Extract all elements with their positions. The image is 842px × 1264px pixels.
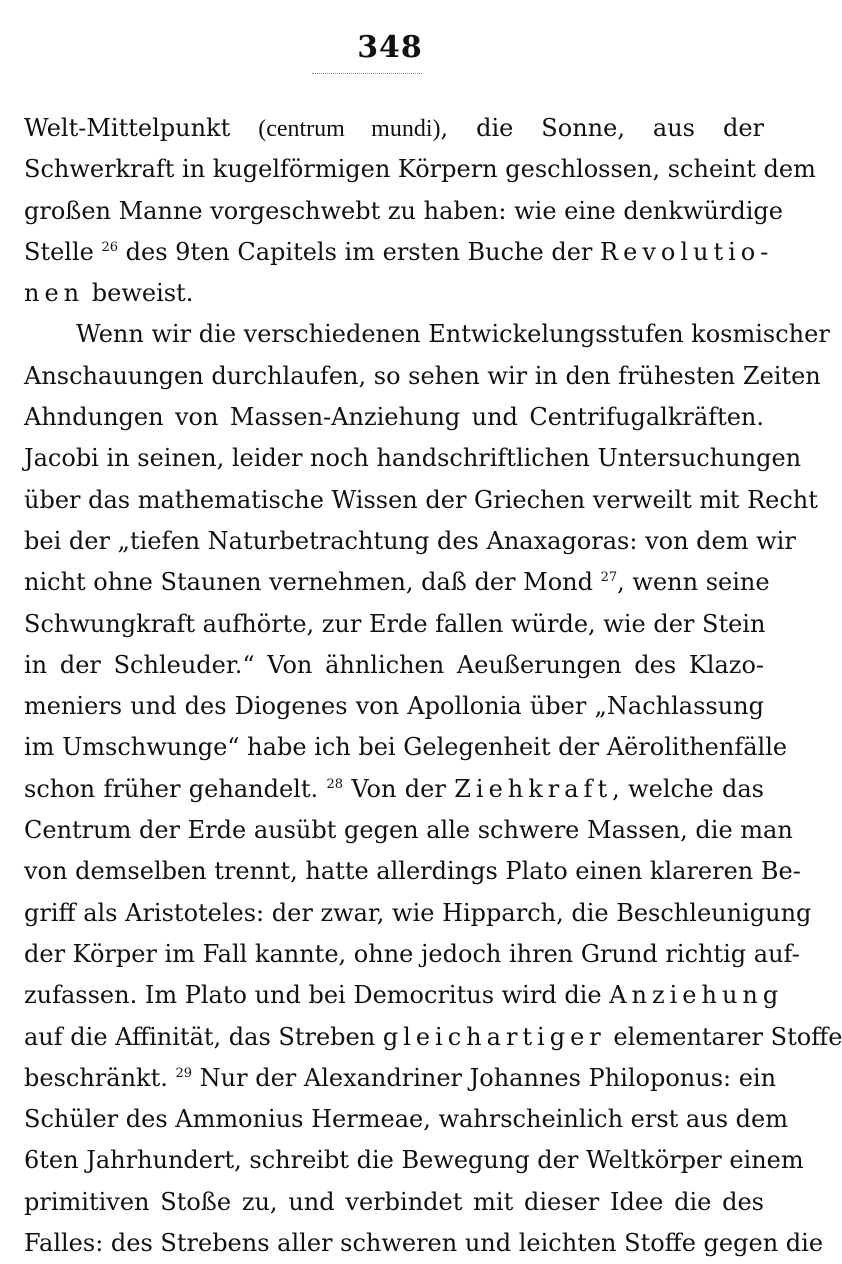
header-rule [312,73,422,74]
text-line: in der Schleuder.“ Von ähnlichen Aeußerungen des Klazo- [24,650,764,679]
footnote-ref: 29 [175,1065,193,1081]
footnote-ref: 27 [600,570,618,586]
text-line: Welt-Mittelpunkt (centrum mundi), die Sonne, aus der [24,114,764,142]
text-line: griff als Aristoteles: der zwar, wie Hipparch, die Beschleunigung [24,898,812,927]
text-line: Ahndungen von Massen-Anziehung und Centrifugalkräften. [24,403,764,432]
text-line: Wenn wir die verschiedenen Entwickelungsstufen kosmischer [76,320,830,349]
text-line: über das mathematische Wissen der Griechen verweilt mit Recht [24,485,818,514]
text-line: meniers und des Diogenes von Apollonia über „Nachlassung [24,692,764,721]
text-line: Schwerkraft in kugelförmigen Körpern geschlossen, scheint dem [24,155,816,184]
text-line: großen Manne vorgeschwebt zu haben: wie eine denkwürdige [24,196,783,225]
text-line: Anschauungen durchlaufen, so sehen wir in den frühesten Zeiten [24,361,821,390]
page-number: 348 [357,30,423,65]
footnote-ref: 28 [326,776,344,792]
text-line: Centrum der Erde ausübt gegen alle schwere Massen, die man [24,816,793,845]
text-line: Jacobi in seinen, leider noch handschriftlichen Untersuchungen [24,444,802,473]
footnote-ref: 26 [101,239,119,255]
body-text [24,108,842,1264]
text-line: primitiven Stoße zu, und verbindet mit dieser Idee die des [24,1187,764,1216]
text-line: bei der „tiefen Naturbetrachtung des Anaxagoras: von dem wir [24,526,796,555]
text-line: nicht ohne Staunen vernehmen, daß der Mond $^{27}$, wenn seine [24,568,770,597]
text-line: der Körper im Fall kannte, ohne jedoch ihren Grund richtig auf- [24,939,800,968]
text-line: auf die Affinität, das Streben gleichartiger elementarer Stoffe [24,1022,842,1051]
text-line: zufassen. Im Plato und bei Democritus wird die Anziehung [24,981,784,1010]
text-line: Schüler des Ammonius Hermeae, wahrscheinlich erst aus dem [24,1105,788,1134]
text-line: nen beweist. [24,279,194,308]
text-line: Falles: des Strebens aller schweren und leichten Stoffe gegen die [24,1229,824,1258]
text-line: beschränkt. $^{29}$ Nur der Alexandriner Johannes Philoponus: ein [24,1063,777,1092]
text-line: schon früher gehandelt. $^{28}$ Von der Ziehkraft, welche das [24,774,764,803]
text-line: im Umschwunge“ habe ich bei Gelegenheit der Aërolithenfälle [24,733,788,762]
text-line: von demselben trennt, hatte allerdings Plato einen klareren Be- [24,857,801,886]
text-line: Schwungkraft aufhörte, zur Erde fallen würde, wie der Stein [24,609,766,638]
text-line: Stelle $^{26}$ des 9ten Capitels im ersten Buche der Revolutio- [24,237,774,266]
text-line: 6ten Jahrhundert, schreibt die Bewegung der Weltkörper einem [24,1146,804,1175]
